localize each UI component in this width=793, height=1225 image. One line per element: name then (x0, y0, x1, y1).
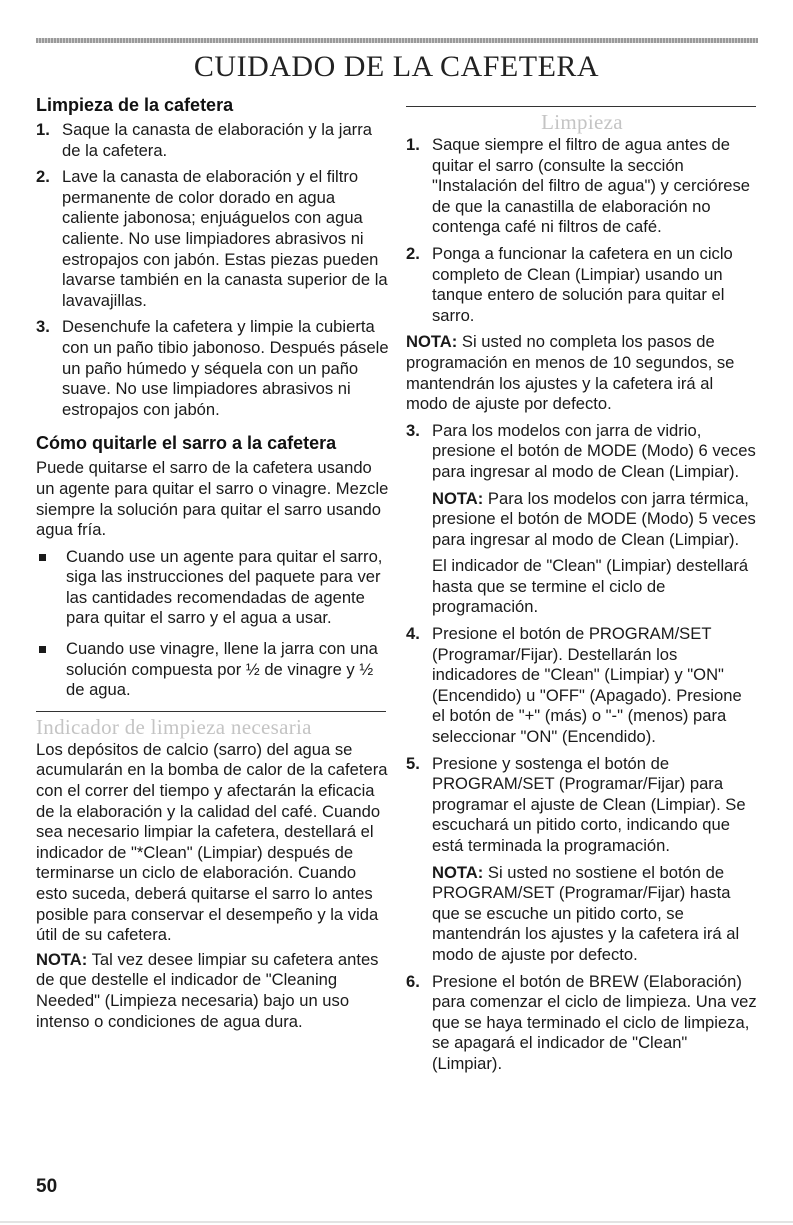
thermal-carafe-note (432, 489, 758, 551)
right-column (406, 94, 758, 1081)
note-label: NOTA: (432, 862, 484, 882)
bullet-text: Cuando use un agente para quitar el sarro, siga las instrucciones del paquete para ver las cantidades recomendadas de agente para quitar el sarro y el agua a usar. (66, 546, 383, 628)
list-item (36, 547, 390, 629)
step-number: 4. (406, 624, 420, 644)
list-item (406, 754, 758, 966)
note-label: NOTA: (36, 949, 88, 969)
list-item (406, 244, 758, 326)
timeout-note (406, 332, 758, 414)
step-number: 6. (406, 971, 420, 991)
section-heading-limpieza: Limpieza (541, 110, 623, 134)
note-text: Si usted no sostiene el botón de PROGRAM/SET (Programar/Fijar) hasta que se escuche un pitido corto, se mantendrán los ajustes y la cafetera irá al modo de ajuste por defecto. (432, 862, 740, 964)
step-text: Para los modelos con jarra de vidrio, presione el botón de MODE (Modo) 6 veces para ingresar al modo de Clean (Limpiar). (432, 420, 756, 481)
list-item (36, 639, 390, 701)
section-heading-descaling: Cómo quitarle el sarro a la cafetera (36, 433, 337, 454)
list-item (406, 421, 758, 618)
list-item (406, 624, 758, 748)
descaling-intro: Puede quitarse el sarro de la cafetera usando un agente para quitar el sarro o vinagre. Mezcle siempre la solución para quitar el sarro usando agua fría. (36, 458, 389, 540)
limpieza-steps-list-continued (406, 421, 758, 1075)
step-text: Saque la canasta de elaboración y la jarra de la cafetera. (62, 120, 372, 160)
step-number: 1. (406, 135, 420, 154)
list-item (406, 972, 758, 1075)
note-label: NOTA: (406, 332, 458, 352)
top-decorative-rule (36, 38, 758, 43)
limpieza-steps-list (406, 135, 758, 326)
section-divider (406, 106, 756, 107)
note-text: Tal vez desee limpiar su cafetera antes de que destelle el indicador de "Cleaning Needed" (Limpieza necesaria) bajo un uso intenso o condiciones de agua dura. (36, 949, 379, 1031)
list-item (36, 317, 390, 420)
page-title: CUIDADO DE LA CAFETERA (193, 50, 600, 83)
step-text: Desenchufe la cafetera y limpie la cubierta con un paño tibio jabonoso. Después pásele un paño húmedo y séquela con un paño suave. No use limpiadores abrasivos ni estropajos con jabón. (62, 317, 389, 419)
bullet-square-icon (39, 646, 46, 653)
list-item (406, 135, 758, 238)
page-number: 50 (36, 1176, 58, 1197)
list-item (36, 167, 390, 311)
section-heading-clean-indicator: Indicador de limpieza necesaria (36, 714, 312, 739)
step-number: 5. (406, 753, 420, 773)
bullet-square-icon (39, 554, 46, 561)
clean-indicator-note (36, 950, 390, 1032)
step-number: 1. (36, 120, 50, 139)
step-text: Ponga a funcionar la cafetera en un ciclo completo de Clean (Limpiar) usando un tanque entero de solución para quitar el sarro. (432, 243, 733, 325)
clean-flash-text: El indicador de "Clean" (Limpiar) destellará hasta que se termine el ciclo de programación. (432, 556, 749, 617)
section-heading-cleaning: Limpieza de la cafetera (36, 95, 234, 115)
bottom-edge-rule (0, 1221, 793, 1223)
section-divider (36, 711, 386, 712)
step-text: Lave la canasta de elaboración y el filtro permanente de color dorado en agua caliente jabonosa; enjuáguelos con agua caliente. No use limpiadores abrasivos ni estropajos con jabón. Estas piezas pueden lavarse también en la canasta superior de la lavavajillas. (62, 167, 388, 310)
left-column (36, 94, 390, 1032)
note-text: Si usted no completa los pasos de programación en menos de 10 segundos, se mantendrán los ajustes y la cafetera irá al modo de ajuste por defecto. (406, 332, 735, 414)
note-text: Para los modelos con jarra térmica, presione el botón de MODE (Modo) 5 veces para ingresar al modo de Clean (Limpiar). (432, 488, 756, 549)
step-number: 2. (36, 167, 50, 187)
step-number: 3. (36, 317, 50, 337)
descaling-bullets (36, 547, 390, 701)
step-number: 3. (406, 420, 420, 440)
step-text: Saque siempre el filtro de agua antes de quitar el sarro (consulte la sección "Instalación del filtro de agua") y cerciórese de que la canastilla de elaboración no contenga café ni filtros de café. (432, 135, 751, 237)
clean-indicator-body: Los depósitos de calcio (sarro) del agua se acumularán en la bomba de calor de la cafetera con el correr del tiempo y afectarán la eficacia de la elaboración y la calidad del café. Cuando sea necesario limpiar la cafetera, destellará el indicador de "*Clean" (Limpiar) después de terminarse un ciclo de elaboración. Cuando esto suceda, deberá quitarse el sarro lo antes posible para conservar el desempeño y la vida útil de su cafetera. (36, 739, 388, 945)
cleaning-steps-list (36, 120, 390, 420)
step-number: 2. (406, 243, 420, 263)
list-item (36, 120, 390, 161)
step-text: Presione y sostenga el botón de PROGRAM/SET (Programar/Fijar) para programar el ajuste de Clean (Limpiar). Se escuchará un pitido corto, indicando que está terminada la programación. (432, 753, 746, 855)
note-label: NOTA: (432, 488, 484, 508)
bullet-text: Cuando use vinagre, llene la jarra con una solución compuesta por ½ de vinagre y ½ de agua. (66, 639, 378, 700)
step-text: Presione el botón de PROGRAM/SET (Programar/Fijar). Destellarán los indicadores de "Clean" (Limpiar) y "ON" (Encendido) u "OFF" (Apagado). Presione el botón de "+" (más) o "-" (menos) para seleccionar "ON" (Encendido). (432, 624, 742, 747)
step-text: Presione el botón de BREW (Elaboración) para comenzar el ciclo de limpieza. Una vez que se haya terminado el ciclo de limpieza, se apagará el indicador de "Clean" (Limpiar). (432, 971, 757, 1073)
program-set-note (432, 863, 758, 966)
